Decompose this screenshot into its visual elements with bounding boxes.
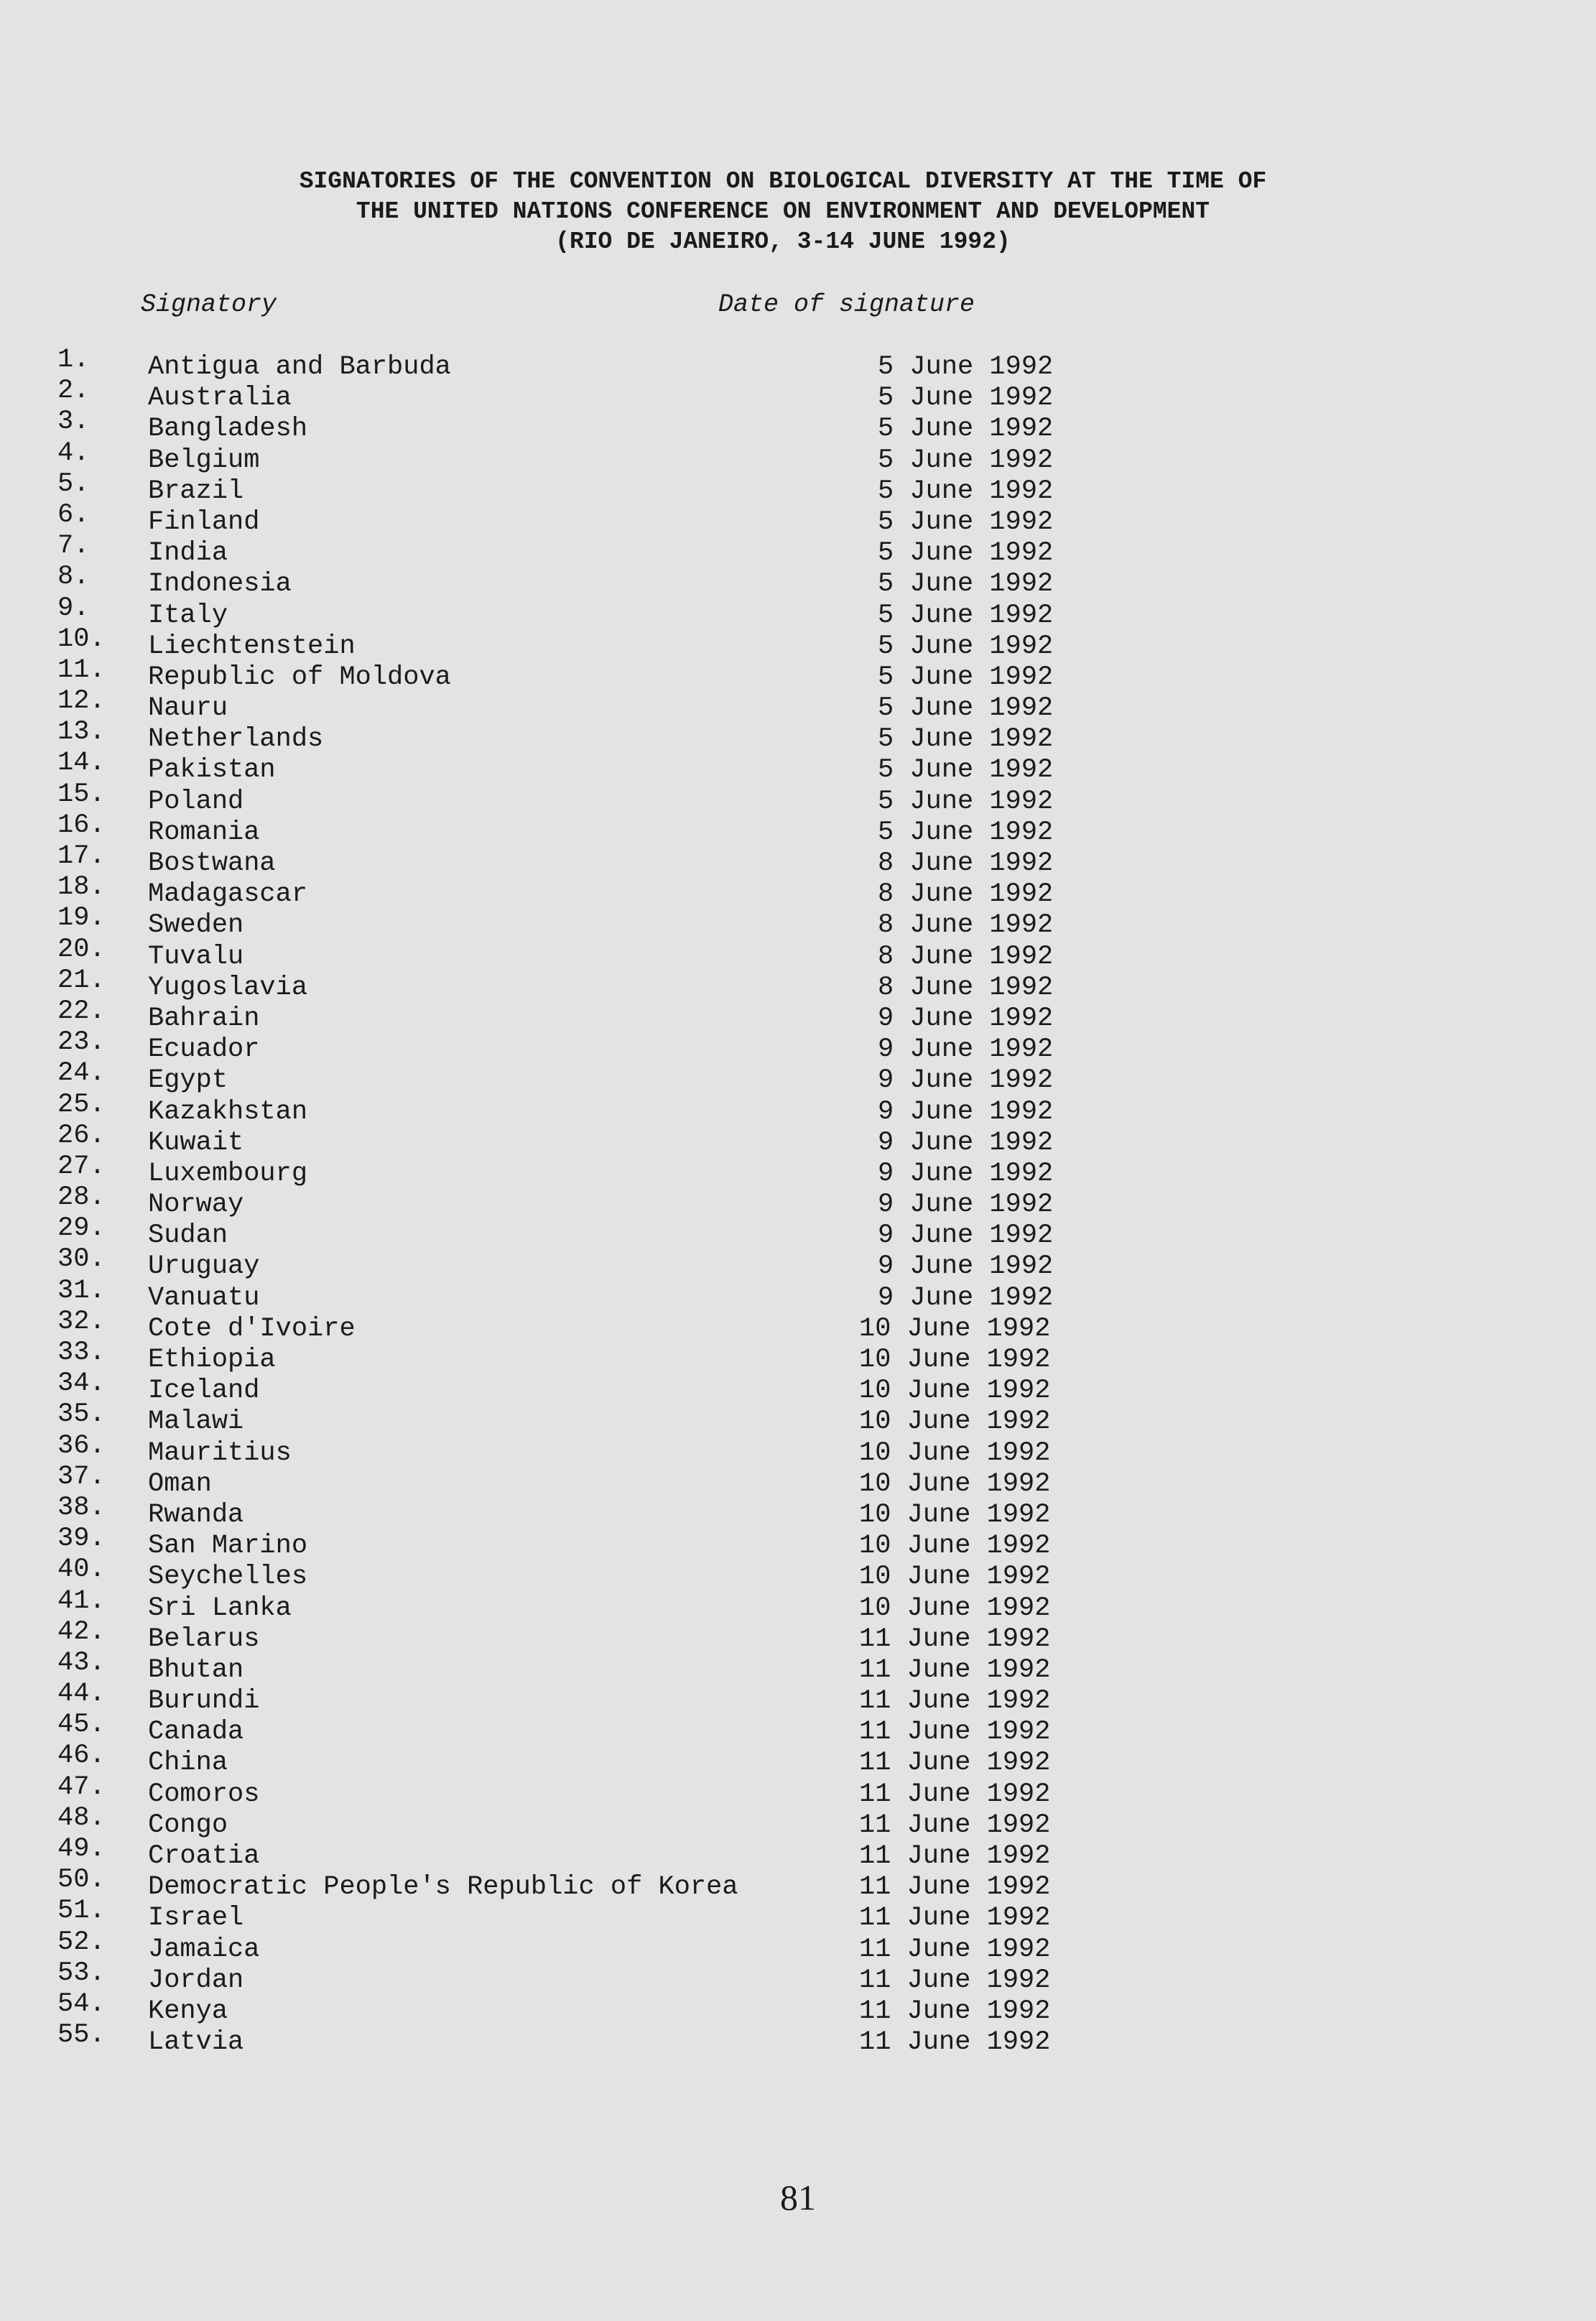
list-item (0, 1865, 1596, 1903)
signatory-name: India (148, 538, 228, 569)
item-number: 11. (57, 654, 106, 685)
list-item (0, 407, 1596, 445)
signature-date: 10 June 1992 (859, 1345, 1051, 1375)
signatory-name: Pakistan (148, 755, 276, 786)
item-number: 5. (57, 468, 90, 499)
signature-date: 11 June 1992 (859, 1654, 1051, 1685)
item-number: 21. (57, 965, 106, 996)
signature-date: 10 June 1992 (859, 1468, 1051, 1499)
signature-date: 9 June 1992 (878, 1158, 1054, 1189)
list-item (0, 1182, 1596, 1220)
item-number: 1. (57, 345, 90, 375)
signature-date: 10 June 1992 (859, 1499, 1051, 1530)
signatory-name: Bhutan (148, 1654, 244, 1685)
signatory-name: Nauru (148, 693, 228, 724)
list-item (0, 1275, 1596, 1314)
list-item (0, 810, 1596, 848)
signature-date: 9 June 1992 (878, 1220, 1054, 1251)
item-number: 16. (57, 810, 106, 840)
signature-date: 9 June 1992 (878, 1065, 1054, 1096)
list-item (0, 1244, 1596, 1282)
item-number: 33. (57, 1338, 106, 1368)
item-number: 39. (57, 1524, 106, 1555)
signature-date: 5 June 1992 (878, 693, 1054, 724)
signatory-name: Canada (148, 1717, 244, 1748)
item-number: 26. (57, 1120, 106, 1151)
list-item (0, 1710, 1596, 1748)
list-item (0, 1927, 1596, 1965)
signatory-name: China (148, 1748, 228, 1779)
signatory-name: Ethiopia (148, 1345, 276, 1375)
signature-date: 11 June 1992 (859, 1810, 1051, 1840)
list-item (0, 996, 1596, 1034)
item-number: 31. (57, 1275, 106, 1306)
signatory-name: Belarus (148, 1623, 260, 1654)
list-item (0, 748, 1596, 786)
title-line-2: THE UNITED NATIONS CONFERENCE ON ENVIRONMENT AND DEVELOPMENT (356, 198, 1210, 225)
signatory-name: Comoros (148, 1779, 260, 1810)
item-number: 36. (57, 1430, 106, 1461)
signatory-name: Yugoslavia (148, 972, 308, 1003)
list-item (0, 531, 1596, 569)
signatory-name: Kenya (148, 1996, 228, 2026)
item-number: 30. (57, 1244, 106, 1275)
signatory-name: Brazil (148, 476, 244, 506)
signature-date: 11 June 1992 (859, 1965, 1051, 1996)
list-item (0, 593, 1596, 631)
list-item (0, 1213, 1596, 1251)
item-number: 42. (57, 1616, 106, 1647)
signature-date: 8 June 1992 (878, 972, 1054, 1003)
signature-date: 10 June 1992 (859, 1593, 1051, 1623)
signature-date: 10 June 1992 (859, 1313, 1051, 1344)
signature-date: 11 June 1992 (859, 1872, 1051, 1903)
signatory-name: Australia (148, 383, 292, 414)
item-number: 46. (57, 1741, 106, 1771)
item-number: 17. (57, 841, 106, 871)
list-item (0, 1306, 1596, 1345)
item-number: 44. (57, 1679, 106, 1710)
list-item (0, 1679, 1596, 1717)
item-number: 49. (57, 1834, 106, 1864)
page-number: 81 (780, 2177, 816, 2218)
item-number: 40. (57, 1555, 106, 1585)
signature-date: 5 June 1992 (878, 383, 1054, 414)
list-item (0, 1647, 1596, 1686)
item-number: 35. (57, 1399, 106, 1430)
signature-date: 9 June 1992 (878, 1096, 1054, 1127)
signatory-name: Croatia (148, 1841, 260, 1871)
signatory-name: Jordan (148, 1965, 244, 1996)
signatory-name: Malawi (148, 1407, 244, 1437)
signatory-name: Burundi (148, 1686, 260, 1717)
list-item (0, 1958, 1596, 1996)
item-number: 15. (57, 779, 106, 810)
list-item (0, 1616, 1596, 1655)
list-item (0, 654, 1596, 693)
list-item (0, 624, 1596, 662)
item-number: 19. (57, 903, 106, 934)
signature-date: 11 June 1992 (859, 1934, 1051, 1965)
signatory-name: Italy (148, 600, 228, 631)
list-item (0, 841, 1596, 879)
item-number: 18. (57, 872, 106, 903)
item-number: 6. (57, 499, 90, 530)
item-number: 48. (57, 1802, 106, 1833)
signature-date: 11 June 1992 (859, 2027, 1051, 2058)
list-item (0, 1151, 1596, 1190)
signatory-name: Iceland (148, 1376, 260, 1407)
item-number: 32. (57, 1306, 106, 1337)
signature-date: 5 June 1992 (878, 662, 1054, 692)
signatory-name: Norway (148, 1190, 244, 1220)
list-item (0, 1834, 1596, 1872)
list-item (0, 1896, 1596, 1934)
signatory-name: Republic of Moldova (148, 662, 451, 692)
list-item (0, 1524, 1596, 1562)
signature-date: 5 June 1992 (878, 724, 1054, 755)
signatory-name: Sri Lanka (148, 1593, 292, 1623)
signatory-name: Tuvalu (148, 941, 244, 972)
signature-date: 11 June 1992 (859, 1748, 1051, 1779)
item-number: 13. (57, 717, 106, 748)
item-number: 50. (57, 1865, 106, 1896)
item-number: 41. (57, 1585, 106, 1616)
signature-date: 11 June 1992 (859, 1903, 1051, 1934)
signature-date: 11 June 1992 (859, 1779, 1051, 1810)
list-item (0, 965, 1596, 1004)
item-number: 43. (57, 1647, 106, 1678)
signature-date: 10 June 1992 (859, 1531, 1051, 1562)
item-number: 29. (57, 1213, 106, 1244)
item-number: 4. (57, 437, 90, 468)
signature-date: 5 June 1992 (878, 414, 1054, 445)
list-item (0, 1585, 1596, 1624)
column-header-date: Date of signature (718, 290, 975, 319)
signatory-name: San Marino (148, 1531, 308, 1562)
title-line-3: (RIO DE JANEIRO, 3-14 JUNE 1992) (555, 228, 1011, 255)
item-number: 8. (57, 562, 90, 593)
signature-date: 5 June 1992 (878, 352, 1054, 382)
signature-date: 10 June 1992 (859, 1562, 1051, 1593)
item-number: 9. (57, 593, 90, 624)
signatory-name: Vanuatu (148, 1282, 260, 1313)
signature-date: 11 June 1992 (859, 1623, 1051, 1654)
item-number: 12. (57, 686, 106, 717)
signatory-name: Romania (148, 817, 260, 848)
list-item (0, 1492, 1596, 1531)
item-number: 53. (57, 1958, 106, 1988)
signature-date: 9 June 1992 (878, 1034, 1054, 1065)
signatory-name: Democratic People's Republic of Korea (148, 1872, 738, 1903)
signatory-name: Rwanda (148, 1499, 244, 1530)
list-item (0, 1027, 1596, 1065)
signatory-name: Belgium (148, 445, 260, 476)
signatory-name: Kazakhstan (148, 1096, 308, 1127)
list-item (0, 1461, 1596, 1500)
signatory-name: Jamaica (148, 1934, 260, 1965)
list-item (0, 1430, 1596, 1469)
signature-date: 5 June 1992 (878, 538, 1054, 569)
signature-date: 9 June 1992 (878, 1251, 1054, 1282)
list-item (0, 2020, 1596, 2058)
title-line-1: SIGNATORIES OF THE CONVENTION ON BIOLOGICAL DIVERSITY AT THE TIME OF (299, 168, 1267, 195)
signature-date: 5 June 1992 (878, 786, 1054, 817)
item-number: 27. (57, 1151, 106, 1182)
signatory-name: Congo (148, 1810, 228, 1840)
item-number: 28. (57, 1182, 106, 1213)
item-number: 54. (57, 1988, 106, 2019)
item-number: 22. (57, 996, 106, 1027)
signature-date: 5 June 1992 (878, 506, 1054, 537)
item-number: 14. (57, 748, 106, 779)
signatory-name: Kuwait (148, 1127, 244, 1158)
signatory-name: Luxembourg (148, 1158, 308, 1189)
item-number: 47. (57, 1771, 106, 1802)
list-item (0, 1338, 1596, 1376)
list-item (0, 1741, 1596, 1779)
signature-date: 11 June 1992 (859, 1686, 1051, 1717)
signatory-name: Liechtenstein (148, 631, 356, 662)
list-item (0, 376, 1596, 414)
signatory-name: Sudan (148, 1220, 228, 1251)
signature-date: 10 June 1992 (859, 1407, 1051, 1437)
list-item (0, 562, 1596, 600)
signature-date: 9 June 1992 (878, 1127, 1054, 1158)
signatory-list (0, 345, 1596, 2058)
signature-date: 5 June 1992 (878, 569, 1054, 600)
item-number: 23. (57, 1027, 106, 1058)
signatory-name: Bangladesh (148, 414, 308, 445)
list-item (0, 1058, 1596, 1096)
list-item (0, 1368, 1596, 1407)
signature-date: 5 June 1992 (878, 755, 1054, 786)
column-header-signatory: Signatory (141, 290, 277, 319)
signatory-name: Indonesia (148, 569, 292, 600)
item-number: 51. (57, 1896, 106, 1927)
list-item (0, 1399, 1596, 1437)
item-number: 34. (57, 1368, 106, 1399)
list-item (0, 468, 1596, 507)
signature-date: 11 June 1992 (859, 1996, 1051, 2026)
signatory-name: Poland (148, 786, 244, 817)
signatory-name: Oman (148, 1468, 212, 1499)
signatory-name: Ecuador (148, 1034, 260, 1065)
list-item (0, 499, 1596, 538)
item-number: 55. (57, 2020, 106, 2051)
signature-date: 11 June 1992 (859, 1841, 1051, 1871)
signature-date: 8 June 1992 (878, 910, 1054, 941)
item-number: 24. (57, 1058, 106, 1089)
signature-date: 9 June 1992 (878, 1003, 1054, 1034)
item-number: 7. (57, 531, 90, 562)
list-item (0, 1089, 1596, 1128)
list-item (0, 1802, 1596, 1841)
item-number: 45. (57, 1710, 106, 1741)
signature-date: 5 June 1992 (878, 817, 1054, 848)
signature-date: 5 June 1992 (878, 476, 1054, 506)
signatory-name: Madagascar (148, 879, 308, 910)
item-number: 20. (57, 934, 106, 965)
list-item (0, 717, 1596, 755)
list-item (0, 1120, 1596, 1159)
item-number: 52. (57, 1927, 106, 1958)
item-number: 2. (57, 376, 90, 407)
list-item (0, 1555, 1596, 1593)
signatory-name: Israel (148, 1903, 244, 1934)
signatory-name: Mauritius (148, 1437, 292, 1468)
list-item (0, 934, 1596, 973)
signature-date: 5 June 1992 (878, 631, 1054, 662)
list-item (0, 345, 1596, 383)
list-item (0, 779, 1596, 817)
signature-date: 9 June 1992 (878, 1190, 1054, 1220)
signature-date: 5 June 1992 (878, 445, 1054, 476)
signatory-name: Seychelles (148, 1562, 308, 1593)
signatory-name: Netherlands (148, 724, 324, 755)
signatory-name: Sweden (148, 910, 244, 941)
signature-date: 8 June 1992 (878, 879, 1054, 910)
signatory-name: Cote d'Ivoire (148, 1313, 356, 1344)
list-item (0, 1771, 1596, 1810)
signatory-name: Bahrain (148, 1003, 260, 1034)
signatory-name: Latvia (148, 2027, 244, 2058)
item-number: 38. (57, 1492, 106, 1523)
signature-date: 5 June 1992 (878, 600, 1054, 631)
signature-date: 8 June 1992 (878, 848, 1054, 879)
list-item (0, 686, 1596, 724)
signatory-name: Antigua and Barbuda (148, 352, 451, 382)
item-number: 3. (57, 407, 90, 437)
signature-date: 8 June 1992 (878, 941, 1054, 972)
signature-date: 10 June 1992 (859, 1437, 1051, 1468)
signatory-name: Uruguay (148, 1251, 260, 1282)
signature-date: 11 June 1992 (859, 1717, 1051, 1748)
signature-date: 10 June 1992 (859, 1376, 1051, 1407)
signatory-name: Finland (148, 506, 260, 537)
list-item (0, 437, 1596, 476)
item-number: 37. (57, 1461, 106, 1492)
signatory-name: Egypt (148, 1065, 228, 1096)
list-item (0, 872, 1596, 910)
signature-date: 9 June 1992 (878, 1282, 1054, 1313)
item-number: 10. (57, 624, 106, 654)
list-item (0, 1988, 1596, 2027)
document-title (144, 167, 1422, 257)
signatory-name: Bostwana (148, 848, 276, 879)
item-number: 25. (57, 1089, 106, 1120)
list-item (0, 903, 1596, 941)
